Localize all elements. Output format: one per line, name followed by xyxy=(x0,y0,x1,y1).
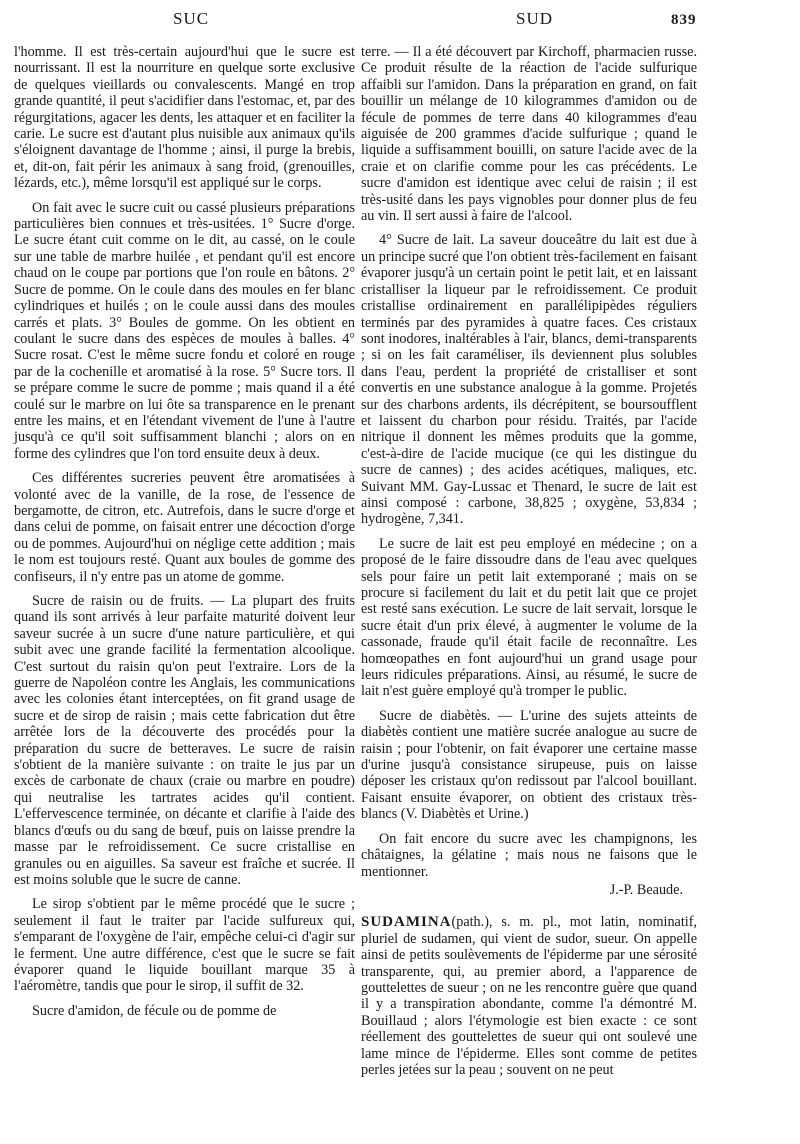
headword-sudamina: SUDAMINA xyxy=(361,914,452,931)
left-column xyxy=(14,44,355,1021)
right-column xyxy=(361,44,697,1080)
paragraph-starch-sugar-end: terre. — Il a été découvert par Kirchoff, pharmacien russe. Ce produit résulte de la réaction de l'acide sulfurique affaibli sur l'amidon. Dans la préparation en grand, on fait bouillir un mélange de 10 kilogrammes d'amidon ou de fécule de pommes de terre dans 40 kilogrammes d'eau aiguisée de 200 grammes d'acide sulfurique ; quand le liquide a suffisamment bouilli, on sature l'acide avec de la craie et on clarifie comme pour les cas précédents. Le sucre d'amidon est identique avec celui de raisin ; il est très-usité dans les pays vignobles pour donner plus de feu au vin. Il sert aussi à faire de l'alcool. xyxy=(361,44,697,225)
entry-sudamina-body: (path.), s. m. pl., mot latin, nominatif, pluriel de sudamen, qui vient de sudor, sueur. On appelle ainsi de petits soulèvements de l'épiderme par une sérosité transparente, qui, au premier abord, a l'apparence de gouttelettes de sueur ; on ne les rencontre guère que quand il y a transpiration abondante, comme l'a démontré M. Bouillaud ; alors l'étymologie est bien exacte : ce sont réellement des gouttelettes de sueur qui ont soulevé une lame mince de l'épiderme. Elles sont comme de petites perles jetées sur la peau ; souvent on ne peut xyxy=(361,914,697,1078)
paragraph-milk-sugar-medicine: Le sucre de lait est peu employé en médecine ; on a proposé de le faire dissoudre dans de l'eau avec quelques sels pour faire un petit lait extemporané ; mais on se procure si facilement du lait et du petit lait que ce projet est resté sans exécution. Le sucre de lait servait, lorsque le sucre était d'un prix élevé, à augmenter le volume de la cassonade, fraude qu'il était facile de reconnaître. Les homœopathes en font aujourd'hui un grand usage pour leurs ridicules préparations. Ainsi, au résumé, le sucre de lait n'est guère employé qu'à tromper le public. xyxy=(361,535,697,700)
running-head-left: SUC xyxy=(173,9,210,28)
page-number: 839 xyxy=(671,12,697,28)
paragraph-sugar-nutrition: l'homme. Il est très-certain aujourd'hui que le sucre est nourrissant. Il est la nourriture en quelque sorte exclusive de quelques vieillards ou convalescents. Mangé en trop grande quantité, il peut s'acidifier dans l'estomac, et, par des régurgitations, agacer les dents, les attaquer et en faciliter la carie. Le sucre est d'autant plus nuisible aux animaux qu'ils s'éloignent davantage de l'homme ; ainsi, il purge la brebis, et, dit-on, fait périr les animaux à sang froid, (grenouilles, lézards, etc.), même lorsqu'il est appliqué sur le corps. xyxy=(14,44,355,192)
paragraph-grape-sugar: Sucre de raisin ou de fruits. — La plupart des fruits quand ils sont arrivés à leur parfaite maturité doivent leur saveur sucrée à un sucre d'une nature particulière, et qui subit avec une grande facilité la fermentation alcoolique. C'est surtout du raisin qu'on peut l'extraire. Lors de la guerre de Napoléon contre les Anglais, les communications avec les colonies étant interceptées, on fit grand usage de sucre et de sirop de raisin ; mais cette fabrication dut être arrêtée lors de la découverte des procédés pour la préparation du sucre de betteraves. Le sucre de raisin s'obtient de la manière suivante : on traite le jus par un excès de carbonate de chaux (craie ou marbre en poudre) qui neutralise les tartrates acides qu'il contient. L'effervescence terminée, on décante et clarifie à l'aide des blancs d'œufs ou du sang de bœuf, puis on laisse prendre la masse par le refroidissement. Ce sucre cristallise en granules ou en aiguilles. Sa saveur est fraîche et sucrée. Il est moins soluble que le sucre de canne. xyxy=(14,593,355,888)
paragraph-milk-sugar: 4° Sucre de lait. La saveur douceâtre du lait est due à un principe sucré que l'on obtient très-facilement en faisant évaporer jusqu'à un certain point le petit lait, et en laissant cristalliser la liqueur par le refroidissement. Ce produit cristallise ordinairement en parallélipipèdes réguliers terminés par des pyramides à quatre faces. Ces cristaux sont inodores, inaltérables à l'air, blancs, demi-transparents ; si on les fait caraméliser, ils deviennent plus solubles dans l'eau, perdent la propriété de cristalliser et sont convertis en une substance analogue à la gomme. Projetés sur des charbons ardents, ils décrépitent, se boursoufflent et laissent du charbon pour résidu. Traités, par l'acide nitrique il donnent les mêmes produits que la gomme, c'est-à-dire de l'acide mucique (ce qui les distingue du sucre de cannes) ; des acides acétiques, maliques, etc. Suivant MM. Gay-Lussac et Thenard, le sucre de lait est ainsi composé : carbone, 38,825 ; oxygène, 53,834 ; hydrogène, 7,341. xyxy=(361,232,697,528)
paragraph-other-sugar-sources: On fait encore du sucre avec les champignons, les châtaignes, la gélatine ; mais nous ne faisons que le mentionner. xyxy=(361,830,697,880)
paragraph-syrup: Le sirop s'obtient par le même procédé que le sucre ; seulement il faut le traiter par l'acide sulfureux qui, s'emparant de l'oxygène de l'air, empêche celui-ci d'agir sur le ferment. Une autre différence, c'est que le sucre se fait évaporer quand le liquide bouillant marque 35 à l'aéromètre, tandis que pour le sirop, il suffit de 32. xyxy=(14,896,355,995)
paragraph-starch-sugar-start: Sucre d'amidon, de fécule ou de pomme de xyxy=(32,1002,277,1019)
author-signature: J.-P. Beaude. xyxy=(609,881,683,898)
entry-sudamina xyxy=(361,914,697,1078)
paragraph-diabetes-sugar: Sucre de diabètès. — L'urine des sujets atteints de diabètès contient une matière sucrée analogue au sucre de raisin ; pour l'obtenir, on fait évaporer une certaine masse d'urine jusqu'à consistance sirupeuse, puis on laisse déposer les cristaux qu'on redissout par l'alcool bouillant. Faisant ensuite évaporer, on obtient des cristaux très-blancs (V. Diabètès et Urine.) xyxy=(361,707,697,823)
paragraph-sugar-flavoring: Ces différentes sucreries peuvent être aromatisées à volonté avec de la vanille, de la rose, de l'essence de bergamotte, de citron, etc. Autrefois, dans le sucre d'orge et dans celui de pomme, on faisait entrer une décoction d'orge ou de pommes. Aujourd'hui on néglige cette addition ; mais le nom est toujours resté. Quant aux boules de gomme des confiseurs, il n'y entre pas un atome de gomme. xyxy=(14,470,355,585)
running-head-middle: SUD xyxy=(516,9,554,28)
paragraph-sugar-preparations: On fait avec le sucre cuit ou cassé plusieurs préparations particulières bien connues et très-usitées. 1° Sucre d'orge. Le sucre étant cuit comme on le dit, au cassé, on le coule sur une table de marbre huilée , et pendant qu'il est encore chaud on le coupe par portions que l'on roule en bâtons. 2° Sucre de pomme. On le coule dans des moules en fer blanc cylindriques et huilés ; on le coule aussi dans des moules carrés et plats. 3° Boules de gomme. On les obtient en coulant le sucre dans des espèces de moules à balles. 4° Sucre rosat. C'est le même sucre fondu et coloré en rouge par de la cochenille et aromatisé à la rose. 5° Sucre tors. Il se prépare comme le sucre de pomme ; mais quand il a été coulé sur le marbre on lui ôte sa transparence en le prenant entre les mains, et en l'étendant vivement de l'une à l'autre jusqu'à ce qu'il soit suffisamment blanchi ; alors on en forme des cylindres que l'on tord ensuite deux à deux. xyxy=(14,199,355,462)
